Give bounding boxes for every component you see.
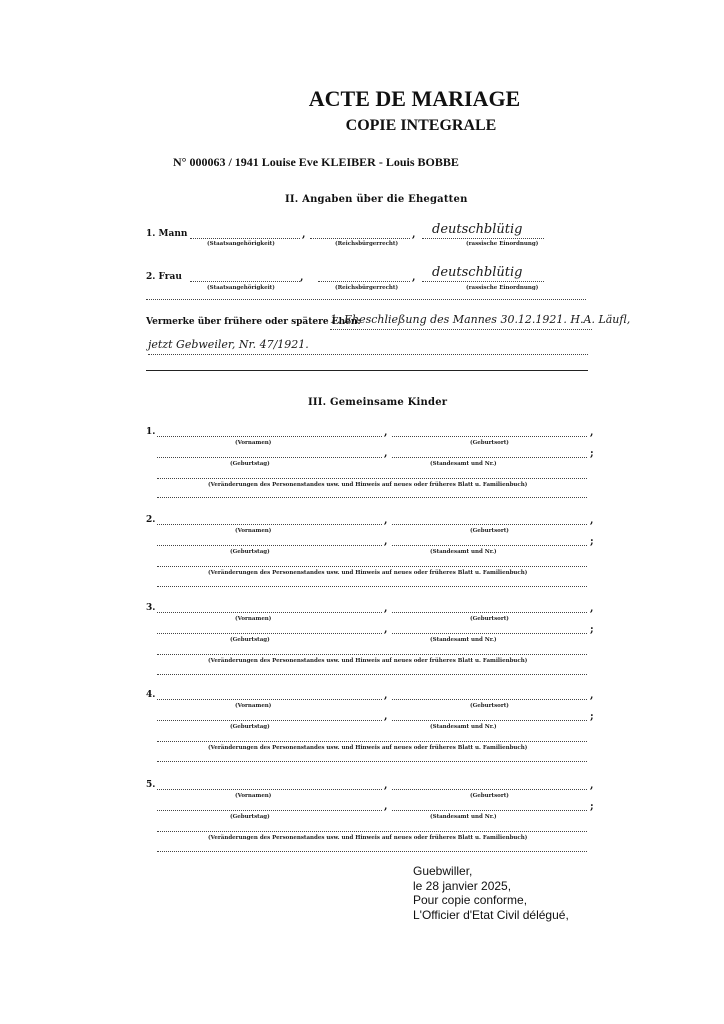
child-2-extra-line: [157, 586, 587, 587]
comma: ,: [384, 624, 388, 635]
semicolon: ;: [590, 536, 594, 547]
child-3-changes-caption: (Veränderungen des Personenstandes usw. und Hinweis auf neues oder früheres Blatt u. Familienbuch): [208, 658, 528, 664]
child-5-birthplace-line: [392, 789, 587, 790]
spouse-2-extra-line: [146, 299, 586, 300]
semicolon: ;: [590, 448, 594, 459]
section-children-heading: III. Gemeinsame Kinder: [308, 397, 448, 408]
child-3-name-line: [157, 612, 382, 613]
child-3-number: 3.: [146, 603, 156, 613]
child-2-changes-caption: (Veränderungen des Personenstandes usw. und Hinweis auf neues oder früheres Blatt u. Familienbuch): [208, 570, 528, 576]
spouse-1-nationality-caption: (Staatsangehörigkeit): [207, 241, 275, 247]
comma: ,: [384, 448, 388, 459]
child-5-birthday-line: [157, 810, 382, 811]
comma: ,: [590, 690, 594, 701]
child-4-extra-line: [157, 761, 587, 762]
child-4-birthplace-line: [392, 699, 587, 700]
child-4-name-line: [157, 699, 382, 700]
child-5-number: 5.: [146, 780, 156, 790]
spouse-2-blood-line: [422, 281, 544, 282]
spouse-1-blood-line: [422, 238, 544, 239]
spouse-2-nationality-line: [190, 281, 300, 282]
certification-officer: L'Officier d'Etat Civil délégué,: [413, 907, 569, 922]
comma: ,: [384, 536, 388, 547]
comma: ,: [412, 229, 416, 240]
document-subtitle: COPIE INTEGRALE: [345, 117, 497, 134]
spouse-1-blood-value: deutschblütig: [432, 222, 523, 237]
child-5-changes-caption: (Veränderungen des Personenstandes usw. und Hinweis auf neues oder früheres Blatt u. Familienbuch): [208, 835, 528, 841]
child-5-vornamen-caption: (Vornamen): [235, 793, 272, 799]
child-2-changes-line: [157, 566, 587, 567]
spouse-1-label: 1. Mann: [146, 229, 188, 239]
child-4-number: 4.: [146, 690, 156, 700]
child-5-standesamt-caption: (Standesamt und Nr.): [430, 814, 497, 820]
comma: ,: [384, 711, 388, 722]
child-4-changes-line: [157, 741, 587, 742]
child-3-vornamen-caption: (Vornamen): [235, 616, 272, 622]
remarks-line-1: 1. Eheschließung des Mannes 30.12.1921. H.A. Läufl,: [330, 313, 631, 326]
spouse-1-citizenship-caption: (Reichsbürgerrecht): [335, 241, 399, 247]
comma: ,: [590, 780, 594, 791]
certification-date: le 28 janvier 2025,: [413, 878, 512, 893]
child-1-changes-line: [157, 478, 587, 479]
child-1-geburtsort-caption: (Geburtsort): [470, 440, 509, 446]
child-2-standesamt-caption: (Standesamt und Nr.): [430, 549, 497, 555]
child-1-name-line: [157, 436, 382, 437]
comma: ,: [412, 272, 416, 283]
child-5-geburtsort-caption: (Geburtsort): [470, 793, 509, 799]
child-4-standesamt-caption: (Standesamt und Nr.): [430, 724, 497, 730]
spouse-2-blood-value: deutschblütig: [432, 265, 523, 280]
child-5-extra-line: [157, 851, 587, 852]
comma: ,: [590, 603, 594, 614]
child-5-geburtstag-caption: (Geburtstag): [230, 814, 270, 820]
child-1-vornamen-caption: (Vornamen): [235, 440, 272, 446]
comma: ,: [384, 427, 388, 438]
comma: ,: [590, 515, 594, 526]
child-3-standesamt-caption: (Standesamt und Nr.): [430, 637, 497, 643]
child-3-birthday-line: [157, 633, 382, 634]
child-1-standesamt-caption: (Standesamt und Nr.): [430, 461, 497, 467]
comma: ,: [384, 690, 388, 701]
comma: ,: [384, 780, 388, 791]
child-2-number: 2.: [146, 515, 156, 525]
child-5-registry-line: [392, 810, 587, 811]
certification-block: [413, 864, 569, 922]
child-4-changes-caption: (Veränderungen des Personenstandes usw. und Hinweis auf neues oder früheres Blatt u. Familienbuch): [208, 745, 528, 751]
spouse-2-nationality-caption: (Staatsangehörigkeit): [207, 285, 275, 291]
semicolon: ;: [590, 624, 594, 635]
spouse-1-blood-caption: (rassische Einordnung): [466, 241, 539, 247]
comma: ,: [300, 272, 304, 283]
remarks-line-1-rule: [330, 329, 592, 330]
child-3-changes-line: [157, 654, 587, 655]
child-2-registry-line: [392, 545, 587, 546]
comma: ,: [384, 801, 388, 812]
spouse-2-blood-caption: (rassische Einordnung): [466, 285, 539, 291]
document-title: ACTE DE MARIAGE: [308, 86, 521, 111]
certification-statement: Pour copie conforme,: [413, 893, 528, 907]
child-1-geburtstag-caption: (Geburtstag): [230, 461, 270, 467]
document-reference: N° 000063 / 1941 Louise Eve KLEIBER - Louis BOBBE: [173, 155, 459, 169]
child-4-registry-line: [392, 720, 587, 721]
child-1-birthplace-line: [392, 436, 587, 437]
child-4-geburtstag-caption: (Geburtstag): [230, 724, 270, 730]
child-3-extra-line: [157, 674, 587, 675]
child-2-name-line: [157, 524, 382, 525]
semicolon: ;: [590, 801, 594, 812]
child-2-birthday-line: [157, 545, 382, 546]
child-1-changes-caption: (Veränderungen des Personenstandes usw. und Hinweis auf neues oder früheres Blatt u. Familienbuch): [208, 482, 528, 488]
child-4-vornamen-caption: (Vornamen): [235, 703, 272, 709]
child-3-birthplace-line: [392, 612, 587, 613]
child-3-registry-line: [392, 633, 587, 634]
remarks-line-2: jetzt Gebweiler, Nr. 47/1921.: [148, 338, 309, 351]
semicolon: ;: [590, 711, 594, 722]
spouse-1-citizenship-line: [310, 238, 410, 239]
child-1-registry-line: [392, 457, 587, 458]
child-2-geburtsort-caption: (Geburtsort): [470, 528, 509, 534]
child-2-vornamen-caption: (Vornamen): [235, 528, 272, 534]
child-1-birthday-line: [157, 457, 382, 458]
child-3-geburtsort-caption: (Geburtsort): [470, 616, 509, 622]
child-5-name-line: [157, 789, 382, 790]
child-2-birthplace-line: [392, 524, 587, 525]
spouse-2-citizenship-line: [318, 281, 410, 282]
child-1-extra-line: [157, 497, 587, 498]
remarks-label: Vermerke über frühere oder spätere Ehen:: [146, 317, 361, 327]
comma: ,: [302, 229, 306, 240]
comma: ,: [590, 427, 594, 438]
certification-place: Guebwiller,: [413, 864, 473, 878]
child-4-geburtsort-caption: (Geburtsort): [470, 703, 509, 709]
section-divider: [146, 370, 588, 371]
child-1-number: 1.: [146, 427, 156, 437]
remarks-line-2-rule: [148, 354, 588, 355]
comma: ,: [384, 515, 388, 526]
section-spouses-heading: II. Angaben über die Ehegatten: [285, 194, 468, 205]
comma: ,: [384, 603, 388, 614]
spouse-2-citizenship-caption: (Reichsbürgerrecht): [335, 285, 399, 291]
child-4-birthday-line: [157, 720, 382, 721]
spouse-1-nationality-line: [190, 238, 300, 239]
spouse-2-label: 2. Frau: [146, 272, 182, 282]
child-2-geburtstag-caption: (Geburtstag): [230, 549, 270, 555]
child-3-geburtstag-caption: (Geburtstag): [230, 637, 270, 643]
child-5-changes-line: [157, 831, 587, 832]
